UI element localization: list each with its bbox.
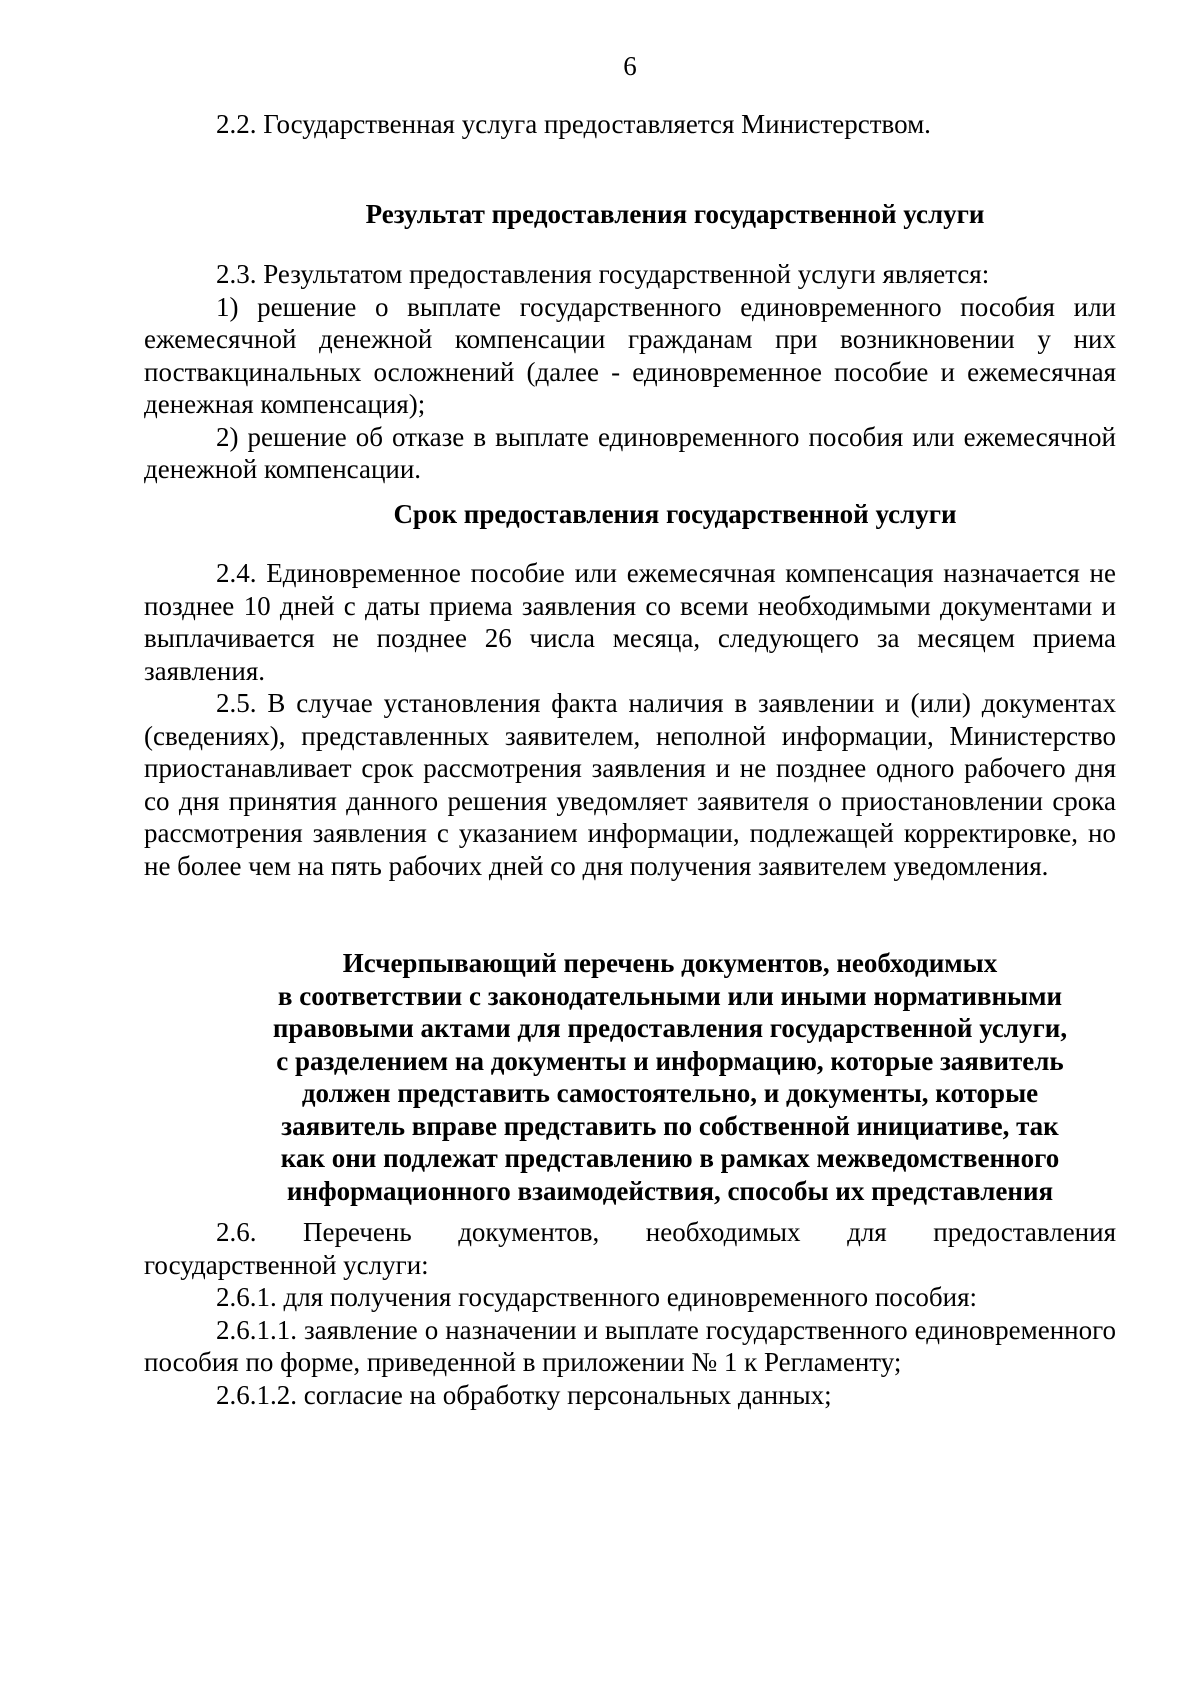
- paragraph-2-5: 2.5. В случае установления факта наличия в заявлении и (или) документах (сведениях), представленных заявителем, неполной информации, Министерство приостанавливает срок рассмотрения заявления и не позднее одного рабочего дня со дня принятия данного решения уведомляет заявителя о приостановлении срока рассмотрения заявления с указанием информации, подлежащей корректировке, но не более чем на пять рабочих дней со дня получения заявителем уведомления.: [144, 688, 1116, 881]
- paragraph-2-6-1-1: 2.6.1.1. заявление о назначении и выплате государственного единовременного пособия по форме, приведенной в приложении № 1 к Регламенту;: [144, 1314, 1116, 1377]
- section-term-heading: [144, 498, 1116, 531]
- paragraph-2-6: 2.6. Перечень документов, необходимых для предоставления государственной услуги:: [144, 1217, 1116, 1280]
- page-number: 6: [623, 51, 637, 81]
- heading-term: Срок предоставления государственной услуги: [393, 499, 957, 529]
- heading-documents-line: заявитель вправе представить по собственной инициативе, так: [281, 1110, 1059, 1141]
- section-documents-heading: [144, 947, 1116, 1207]
- heading-documents-line: Исчерпывающий перечень документов, необходимых: [342, 948, 998, 978]
- section-result-heading: [144, 198, 1116, 231]
- heading-documents-line: информационного взаимодействия, способы их представления: [286, 1175, 1054, 1206]
- section-2-6: [144, 1216, 1116, 1411]
- heading-documents-line: должен представить самостоятельно, и документы, которые: [301, 1078, 1039, 1108]
- heading-documents-line: в соответствии с законодательными или иными нормативными: [277, 980, 1063, 1011]
- heading-documents-line: с разделением на документы и информацию, которые заявитель: [276, 1045, 1064, 1076]
- section-2-2: [144, 108, 1116, 141]
- heading-documents-line: правовыми актами для предоставления государственной услуги,: [272, 1013, 1068, 1043]
- paragraph-2-6-1: 2.6.1. для получения государственного единовременного пособия:: [216, 1282, 978, 1312]
- heading-documents-line: как они подлежат представлению в рамках межведомственного: [280, 1143, 1060, 1173]
- heading-result: Результат предоставления государственной услуги: [365, 199, 985, 229]
- paragraph-2-3-item-1: 1) решение о выплате государственного единовременного пособия или ежемесячной денежной компенсации гражданам при возникновении у них поствакцинальных осложнений (далее - единовременное пособие и ежемесячная денежная компенсация);: [144, 291, 1116, 419]
- paragraph-2-4: 2.4. Единовременное пособие или ежемесячная компенсация назначается не позднее 10 дней с даты приема заявления со всеми необходимыми документами и выплачивается не позднее 26 числа месяца, следующего за месяцем приема заявления.: [144, 558, 1116, 686]
- paragraph-2-3-item-2: 2) решение об отказе в выплате единовременного пособия или ежемесячной денежной компенсации.: [144, 421, 1116, 484]
- heading-documents: [144, 947, 1116, 1207]
- section-2-4-2-5: [144, 557, 1116, 882]
- paragraph-2-6-1-2: 2.6.1.2. согласие на обработку персональных данных;: [216, 1379, 832, 1410]
- paragraph-2-2: 2.2. Государственная услуга предоставляется Министерством.: [216, 109, 931, 139]
- paragraph-2-3: 2.3. Результатом предоставления государственной услуги является:: [216, 259, 990, 289]
- section-2-3: [144, 258, 1116, 486]
